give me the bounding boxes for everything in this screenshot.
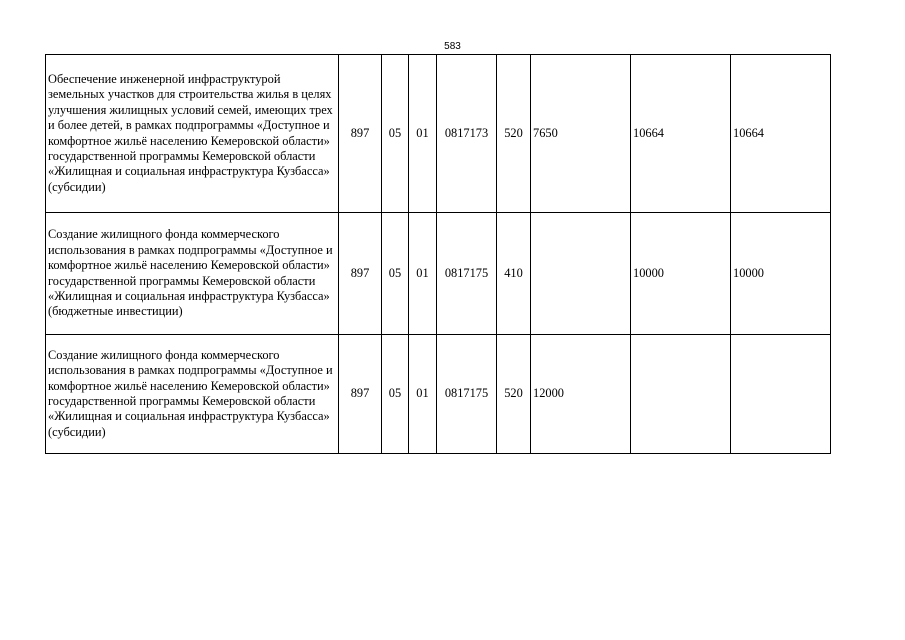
page-number: 583 (444, 41, 461, 52)
ministry-code: 897 (339, 213, 382, 335)
subsection-code: 01 (409, 55, 437, 213)
subsection-code: 01 (409, 335, 437, 454)
row-description: Обеспечение инженерной инфраструктурой земельных участков для строительства жилья в целях улучшения жилищных условий семей, имеющих трех и более детей, в рамках подпрограммы «Доступное и комфортное жильё населению Кемеровской области» государственной программы Кемеровской области «Жилищная и социальная инфраструктура Кузбасса» (субсидии) (46, 55, 339, 213)
expense-type-code: 520 (497, 335, 531, 454)
amount-year-1 (531, 213, 631, 335)
row-description: Создание жилищного фонда коммерческого использования в рамках подпрограммы «Доступное и комфортное жильё населению Кемеровской области» государственной программы Кемеровской области «Жилищная и социальная инфраструктура Кузбасса» (бюджетные инвестиции) (46, 213, 339, 335)
ministry-code: 897 (339, 335, 382, 454)
row-description: Создание жилищного фонда коммерческого использования в рамках подпрограммы «Доступное и комфортное жильё населению Кемеровской области» государственной программы Кемеровской области «Жилищная и социальная инфраструктура Кузбасса» (субсидии) (46, 335, 339, 454)
expense-type-code: 410 (497, 213, 531, 335)
amount-year-1: 12000 (531, 335, 631, 454)
amount-year-3: 10000 (731, 213, 831, 335)
amount-year-2: 10000 (631, 213, 731, 335)
section-code: 05 (382, 335, 409, 454)
table-row (46, 55, 831, 213)
amount-year-3: 10664 (731, 55, 831, 213)
ministry-code: 897 (339, 55, 382, 213)
table-row (46, 213, 831, 335)
target-article-code: 0817175 (437, 335, 497, 454)
section-code: 05 (382, 213, 409, 335)
subsection-code: 01 (409, 213, 437, 335)
amount-year-2: 10664 (631, 55, 731, 213)
budget-table (45, 54, 831, 454)
section-code: 05 (382, 55, 409, 213)
table-row (46, 335, 831, 454)
expense-type-code: 520 (497, 55, 531, 213)
amount-year-3 (731, 335, 831, 454)
amount-year-2 (631, 335, 731, 454)
amount-year-1: 7650 (531, 55, 631, 213)
target-article-code: 0817175 (437, 213, 497, 335)
target-article-code: 0817173 (437, 55, 497, 213)
